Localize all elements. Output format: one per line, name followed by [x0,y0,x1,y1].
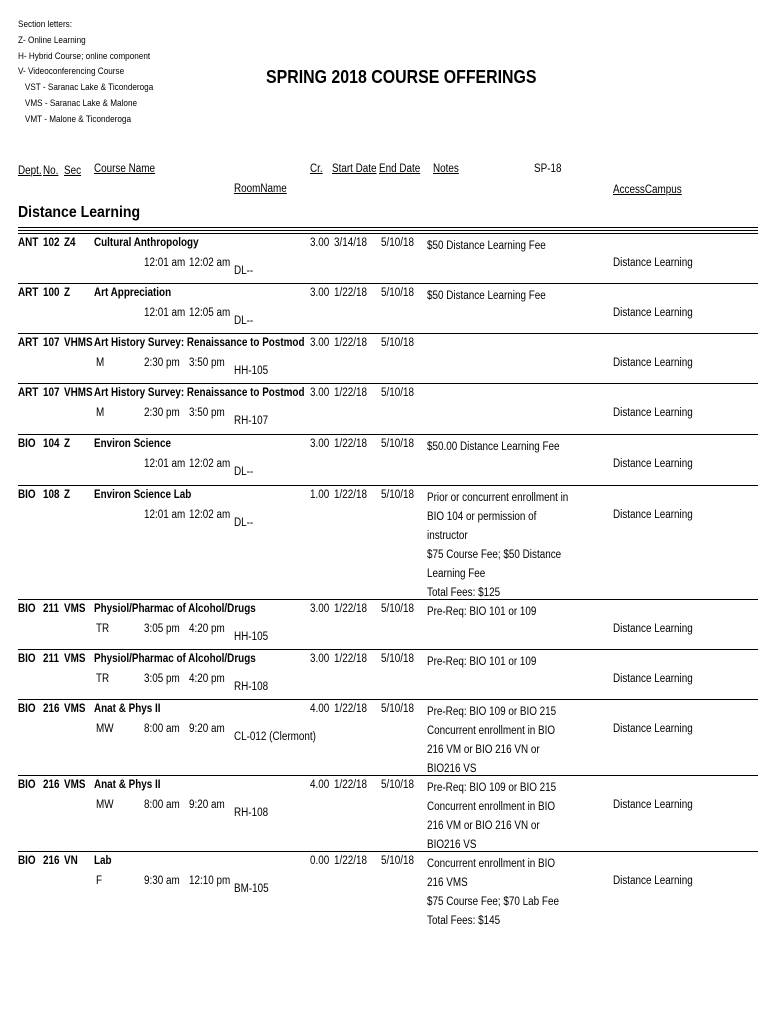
course-days: F [96,875,103,887]
course-number: 107 [43,337,60,349]
course-credits: 0.00 [310,855,330,867]
course-access-campus: Distance Learning [613,673,693,685]
course-notes [427,237,546,256]
course-room: HH-105 [234,365,269,377]
course-notes [427,489,568,603]
course-dept: BIO [18,855,36,867]
course-start-date: 1/22/18 [334,603,368,615]
course-days: MW [96,723,114,735]
course-end-date: 5/10/18 [381,387,415,399]
course-days: TR [96,623,110,635]
legend-vst: VST - Saranac Lake & Ticonderoga [24,82,154,94]
section-rule-top [18,227,758,228]
course-number: 100 [43,287,60,299]
course-note-line: Pre-Req: BIO 109 or BIO 215 [427,782,557,794]
course-end-time: 4:20 pm [189,673,225,685]
course-start-date: 1/22/18 [334,438,368,450]
course-start-time: 12:01 am [144,307,186,319]
row-separator [18,434,758,435]
header-room-name: RoomName [234,183,287,195]
course-dept: ART [18,337,39,349]
section-rule-bottom [18,230,758,231]
course-note-line: Concurrent enrollment in BIO [427,801,556,813]
course-notes [427,779,556,855]
header-dept: Dept. [18,165,42,177]
page-title: SPRING 2018 COURSE OFFERINGS [266,66,537,87]
course-section: VHMS [64,387,93,399]
legend-v: V- Videoconferencing Course [18,66,125,78]
course-room: CL-012 (Clermont) [234,731,316,743]
course-number: 104 [43,438,60,450]
course-note-line: $75 Course Fee; $70 Lab Fee [427,896,559,908]
course-number: 216 [43,855,60,867]
course-section: Z [64,489,71,501]
course-note-line: $50.00 Distance Learning Fee [427,441,560,453]
course-end-time: 12:05 am [189,307,231,319]
course-start-time: 8:00 am [144,723,180,735]
course-name: Art History Survey: Renaissance to Postmod [94,387,305,399]
course-start-date: 1/22/18 [334,387,368,399]
row-separator [18,699,758,700]
course-credits: 3.00 [310,603,330,615]
course-days: M [96,407,105,419]
course-end-time: 3:50 pm [189,357,225,369]
course-section: VHMS [64,337,93,349]
course-end-date: 5/10/18 [381,855,415,867]
course-end-time: 9:20 am [189,799,225,811]
course-name: Physiol/Pharmac of Alcohol/Drugs [94,653,256,665]
course-end-time: 9:20 am [189,723,225,735]
course-end-date: 5/10/18 [381,703,415,715]
course-note-line: $50 Distance Learning Fee [427,240,546,252]
course-start-time: 2:30 pm [144,407,180,419]
course-number: 211 [43,653,59,665]
course-access-campus: Distance Learning [613,799,693,811]
course-credits: 4.00 [310,703,330,715]
course-note-line: BIO 104 or permission of [427,511,537,523]
course-section: VMS [64,779,86,791]
course-room: RH-108 [234,681,269,693]
course-credits: 1.00 [310,489,330,501]
course-credits: 4.00 [310,779,330,791]
row-separator [18,775,758,776]
course-room: DL-- [234,265,254,277]
legend-z: Z- Online Learning [18,34,86,46]
course-start-date: 1/22/18 [334,779,368,791]
course-credits: 3.00 [310,653,330,665]
course-credits: 3.00 [310,237,330,249]
course-note-line: Learning Fee [427,568,486,580]
course-notes [427,603,536,622]
course-end-time: 4:20 pm [189,623,225,635]
course-start-date: 1/22/18 [334,337,368,349]
course-number: 102 [43,237,60,249]
row-separator [18,599,758,600]
row-separator [18,283,758,284]
course-room: DL-- [234,466,254,478]
header-term: SP-18 [534,163,562,175]
course-start-date: 1/22/18 [334,287,368,299]
row-separator [18,233,758,234]
legend-vmt: VMT - Malone & Ticonderoga [24,113,131,125]
course-note-line: 216 VM or BIO 216 VN or [427,744,540,756]
course-start-time: 8:00 am [144,799,180,811]
course-days: M [96,357,105,369]
course-notes [427,703,556,779]
course-start-time: 12:01 am [144,509,186,521]
course-start-time: 3:05 pm [144,673,180,685]
legend-h: H- Hybrid Course; online component [18,50,151,62]
course-room: RH-107 [234,415,269,427]
course-access-campus: Distance Learning [613,458,693,470]
course-dept: ANT [18,237,39,249]
course-section: Z4 [64,237,76,249]
course-note-line: Concurrent enrollment in BIO [427,858,556,870]
course-access-campus: Distance Learning [613,357,693,369]
course-note-line: Pre-Req: BIO 109 or BIO 215 [427,706,557,718]
section-letters-legend [18,17,153,128]
course-name: Physiol/Pharmac of Alcohol/Drugs [94,603,256,615]
course-end-date: 5/10/18 [381,237,415,249]
course-note-line: Concurrent enrollment in BIO [427,725,556,737]
row-separator [18,383,758,384]
course-room: BM-105 [234,883,269,895]
course-start-time: 3:05 pm [144,623,180,635]
course-name: Anat & Phys II [94,779,161,791]
header-course-name: Course Name [94,163,156,175]
course-note-line: BIO216 VS [427,763,477,775]
course-dept: BIO [18,603,36,615]
row-separator [18,851,758,852]
course-start-date: 3/14/18 [334,237,368,249]
course-access-campus: Distance Learning [613,875,693,887]
course-access-campus: Distance Learning [613,723,693,735]
course-room: DL-- [234,517,254,529]
course-credits: 3.00 [310,387,330,399]
course-start-date: 1/22/18 [334,489,368,501]
header-notes: Notes [433,163,459,175]
course-credits: 3.00 [310,287,330,299]
course-section: Z [64,287,71,299]
course-number: 107 [43,387,60,399]
course-end-date: 5/10/18 [381,653,415,665]
course-note-line: Pre-Req: BIO 101 or 109 [427,606,537,618]
course-name: Lab [94,855,112,867]
course-end-time: 12:02 am [189,509,231,521]
course-name: Art Appreciation [94,287,172,299]
course-notes [427,438,560,457]
course-start-time: 12:01 am [144,257,186,269]
course-dept: BIO [18,779,36,791]
course-end-time: 3:50 pm [189,407,225,419]
course-name: Environ Science Lab [94,489,192,501]
row-separator [18,649,758,650]
course-end-date: 5/10/18 [381,489,415,501]
course-access-campus: Distance Learning [613,257,693,269]
course-note-line: instructor [427,530,468,542]
course-dept: BIO [18,438,36,450]
course-note-line: 216 VMS [427,877,468,889]
course-name: Cultural Anthropology [94,237,199,249]
header-start-date: Start Date [332,163,377,175]
course-end-date: 5/10/18 [381,337,415,349]
course-number: 216 [43,779,60,791]
course-dept: BIO [18,489,36,501]
course-dept: ART [18,287,39,299]
course-access-campus: Distance Learning [613,307,693,319]
legend-vms: VMS - Saranac Lake & Malone [24,97,138,109]
course-start-date: 1/22/18 [334,653,368,665]
course-dept: ART [18,387,39,399]
course-section: VMS [64,653,86,665]
section-title: Distance Learning [18,204,141,221]
course-start-time: 12:01 am [144,458,186,470]
course-section: Z [64,438,71,450]
course-credits: 3.00 [310,337,330,349]
course-section: VMS [64,603,86,615]
course-days: MW [96,799,114,811]
course-notes [427,855,559,931]
course-access-campus: Distance Learning [613,623,693,635]
course-number: 216 [43,703,60,715]
course-notes [427,287,546,306]
course-number: 211 [43,603,59,615]
course-notes [427,653,536,672]
header-access-campus: AccessCampus [613,184,682,196]
course-start-date: 1/22/18 [334,703,368,715]
row-separator [18,485,758,486]
row-separator [18,333,758,334]
course-access-campus: Distance Learning [613,509,693,521]
course-name: Environ Science [94,438,171,450]
course-end-time: 12:10 pm [189,875,231,887]
course-note-line: Total Fees: $145 [427,915,501,927]
course-dept: BIO [18,703,36,715]
course-credits: 3.00 [310,438,330,450]
course-note-line: 216 VM or BIO 216 VN or [427,820,540,832]
header-sec: Sec [64,165,82,177]
course-note-line: $50 Distance Learning Fee [427,290,546,302]
course-room: DL-- [234,315,254,327]
course-end-time: 12:02 am [189,257,231,269]
course-end-time: 12:02 am [189,458,231,470]
course-note-line: BIO216 VS [427,839,477,851]
course-end-date: 5/10/18 [381,603,415,615]
header-credits: Cr. [310,163,323,175]
course-number: 108 [43,489,60,501]
course-start-time: 9:30 am [144,875,180,887]
course-start-date: 1/22/18 [334,855,368,867]
course-days: TR [96,673,110,685]
course-name: Anat & Phys II [94,703,161,715]
course-section: VN [64,855,78,867]
course-room: RH-108 [234,807,269,819]
course-end-date: 5/10/18 [381,438,415,450]
course-note-line: Pre-Req: BIO 101 or 109 [427,656,537,668]
course-room: HH-105 [234,631,269,643]
course-end-date: 5/10/18 [381,779,415,791]
header-end-date: End Date [379,163,421,175]
course-name: Art History Survey: Renaissance to Postmod [94,337,305,349]
course-start-time: 2:30 pm [144,357,180,369]
course-note-line: Prior or concurrent enrollment in [427,492,569,504]
course-section: VMS [64,703,86,715]
course-dept: BIO [18,653,36,665]
course-access-campus: Distance Learning [613,407,693,419]
course-note-line: $75 Course Fee; $50 Distance [427,549,562,561]
legend-heading: Section letters: [18,19,73,30]
course-end-date: 5/10/18 [381,287,415,299]
header-no: No. [43,165,59,177]
course-note-line: Total Fees: $125 [427,587,501,599]
